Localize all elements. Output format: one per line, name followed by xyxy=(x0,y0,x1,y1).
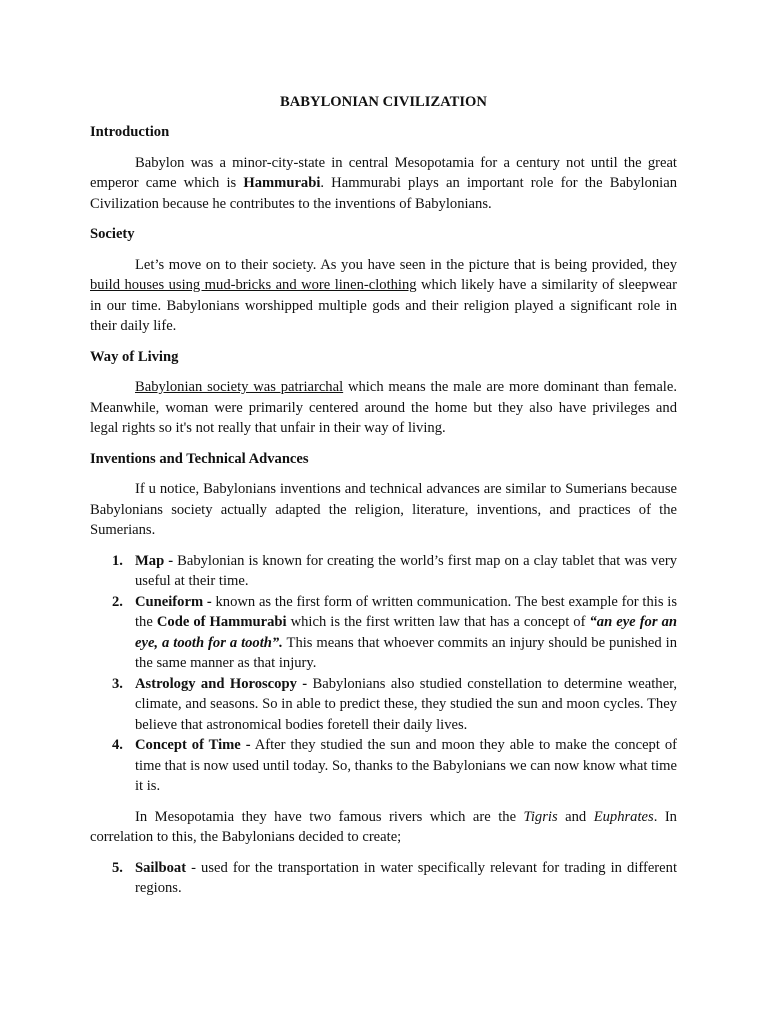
society-text-c: which likely have a similarity of sleepwear in our time. Babylonians worshipped multiple gods and their religion played a significant role in their daily life. xyxy=(90,277,678,334)
paragraph-inventions-intro: If u notice, Babylonians inventions and technical advances are similar to Sumerians because Babylonians society actually adapted the religion, literature, inventions, and practices of the Sumerians. xyxy=(90,481,677,538)
intro-hammurabi: Hammurabi xyxy=(243,175,321,191)
item-text: known as the first form of written communication. The best example for this is the xyxy=(135,593,677,630)
item-term: Cuneiform - xyxy=(135,593,212,610)
item-term: Concept of Time - xyxy=(135,737,251,753)
item-text: After they studied the sun and moon they able to make the concept of time that is now used until today. So, thanks to the Babylonians we can now know what time it is. xyxy=(135,737,677,794)
paragraph-society xyxy=(90,255,677,337)
item-text: Babylonians also studied constellation to determine weather, climate, and seasons. So in able to predict these, they studied the sun and moon cycles. They believe that astronomical bodies foretell their daily lives. xyxy=(135,675,677,733)
item-text: - used for the transportation in water specifically relevant for trading in different regions. xyxy=(135,859,677,896)
item-term: Sailboat xyxy=(135,859,187,876)
list-item xyxy=(90,551,677,592)
intro-text-c: . Hammurabi plays an important role for the Babylonian Civilization because he contributes to the inventions of Babylonians. xyxy=(90,175,677,212)
heading-society: Society xyxy=(90,226,135,242)
list-item xyxy=(90,735,677,797)
rivers-text-c: . In correlation to this, the Babylonians decided to create; xyxy=(90,808,677,845)
heading-inventions: Inventions and Technical Advances xyxy=(90,450,309,467)
living-text-c: which means the male are more dominant than female. Meanwhile, woman were primarily centered around the home but they also have privileges and legal rights so it's not really that unfair in their way of living. xyxy=(90,379,677,436)
item-term: Map - xyxy=(135,552,174,569)
river-tigris: Tigris xyxy=(523,808,558,825)
inventions-list-continued xyxy=(90,858,677,899)
list-number: 5. xyxy=(112,859,123,876)
list-item xyxy=(90,592,677,674)
list-item xyxy=(90,858,677,899)
list-number: 4. xyxy=(112,737,123,753)
heading-way-of-living: Way of Living xyxy=(90,348,179,365)
paragraph-way-of-living xyxy=(90,377,677,439)
document-page xyxy=(90,92,677,909)
item-text: Babylonian is known for creating the world’s first map on a clay tablet that was very useful at their time. xyxy=(135,552,677,589)
intro-text-a: Babylon was a minor-city-state in central Mesopotamia for a century not until the great emperor came which is xyxy=(90,154,677,191)
rivers-and: and xyxy=(557,808,594,825)
list-number: 2. xyxy=(112,593,123,610)
list-item xyxy=(90,674,677,736)
paragraph-rivers xyxy=(90,807,677,848)
river-euphrates: Euphrates xyxy=(593,808,654,825)
inventions-list xyxy=(90,551,677,797)
list-number: 1. xyxy=(112,552,123,569)
list-number: 3. xyxy=(112,675,123,692)
item-text: which is the first written law that has a concept of xyxy=(286,614,590,630)
paragraph-introduction xyxy=(90,153,677,215)
society-underlined: build houses using mud-bricks and wore linen-clothing xyxy=(90,277,417,293)
item-term: Astrology and Horoscopy - xyxy=(135,675,308,692)
society-text-a: Let’s move on to their society. As you have seen in the picture that is being provided, they xyxy=(135,256,677,273)
document-title: BABYLONIAN CIVILIZATION xyxy=(280,94,487,110)
heading-introduction: Introduction xyxy=(90,124,170,140)
item-text: This means that whoever commits an injury should be punished in the same manner as that injury. xyxy=(135,634,677,671)
living-underlined: Babylonian society was patriarchal xyxy=(135,379,344,395)
item-bold: Code of Hammurabi xyxy=(156,614,287,630)
rivers-text-a: In Mesopotamia they have two famous rivers which are the xyxy=(135,808,524,825)
item-quote: “an eye for an eye, a tooth for a tooth”. xyxy=(135,614,677,651)
